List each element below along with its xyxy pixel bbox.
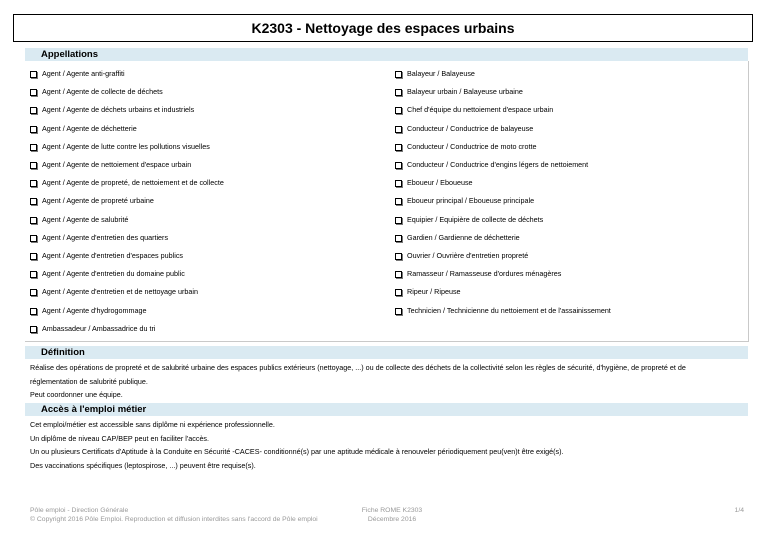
checkbox-icon (30, 71, 37, 78)
appellation-item: Conducteur / Conductrice de balayeuse (407, 123, 534, 133)
appellation-item: Eboueur principal / Eboueuse principale (407, 196, 535, 206)
checkbox-icon (30, 253, 37, 260)
appellation-item: Agent / Agente de propreté, de nettoiement et de collecte (42, 178, 224, 188)
checkbox-icon (30, 107, 37, 114)
checkbox-icon (395, 89, 402, 96)
acces-line: Des vaccinations spécifiques (leptospirose, ...) peuvent être requise(s). (30, 460, 256, 470)
checkbox-icon (395, 308, 402, 315)
acces-line: Un diplôme de niveau CAP/BEP peut en faciliter l'accès. (30, 433, 210, 443)
checkbox-icon (395, 198, 402, 205)
footer-center (340, 506, 444, 524)
appellation-item: Agent / Agente de collecte de déchets (42, 87, 163, 97)
checkbox-icon (395, 107, 402, 114)
checkbox-icon (395, 162, 402, 169)
checkbox-icon (30, 289, 37, 296)
appellation-item: Gardien / Gardienne de déchetterie (407, 232, 520, 242)
appellation-item: Eboueur / Eboueuse (407, 178, 473, 188)
appellation-item: Agent / Agente de propreté urbaine (42, 196, 154, 206)
footer-copyright: © Copyright 2016 Pôle Emploi. Reproduction et diffusion interdites sans l'accord de Pôle emploi (30, 516, 318, 523)
definition-line: Peut coordonner une équipe. (30, 390, 123, 399)
footer-date: Décembre 2016 (367, 516, 417, 523)
footer-org: Pôle emploi - Direction Générale (30, 507, 129, 514)
checkbox-icon (30, 235, 37, 242)
appellation-item: Technicien / Technicienne du nettoiement et de l'assainissement (407, 305, 611, 315)
acces-line: Cet emploi/métier est accessible sans diplôme ni expérience professionnelle. (30, 420, 275, 429)
checkbox-icon (395, 271, 402, 278)
footer-left (30, 506, 318, 524)
definition-line: Réalise des opérations de propreté et de salubrité urbaine des espaces publics extérieurs (nettoyage, ...) ou de collecte des déchets de la collectivité selon les règles de sécurité, d'hygiène, de propreté et de (30, 363, 686, 372)
appellation-item: Agent / Agente d'entretien du domaine public (42, 269, 185, 279)
checkbox-icon (395, 289, 402, 296)
checkbox-icon (30, 308, 37, 315)
acces-text (30, 418, 564, 472)
appellation-item: Agent / Agente d'entretien d'espaces publics (42, 251, 184, 260)
checkbox-icon (30, 144, 37, 151)
checkbox-icon (395, 126, 402, 133)
checkbox-icon (30, 326, 37, 333)
checkbox-icon (395, 217, 402, 224)
checkbox-icon (30, 198, 37, 205)
checkbox-icon (30, 162, 37, 169)
appellation-item: Ripeur / Ripeuse (407, 287, 461, 297)
appellation-item: Conducteur / Conductrice d'engins légers de nettoiement (407, 160, 589, 169)
appellation-item: Agent / Agente de déchets urbains et industriels (42, 105, 195, 115)
appellation-item: Agent / Agente d'entretien et de nettoyage urbain (42, 287, 199, 297)
checkbox-icon (30, 89, 37, 96)
section-definition-heading: Définition (25, 346, 748, 359)
checkbox-icon (395, 253, 402, 260)
acces-line: Un ou plusieurs Certificats d'Aptitude à la Conduite en Sécurité -CACES- conditionné(s) par une aptitude médicale à renouveler périodiquement peu(ven)t être exigé(s). (30, 447, 564, 456)
checkbox-icon (395, 144, 402, 151)
appellation-item: Balayeur / Balayeuse (407, 69, 475, 78)
checkbox-icon (30, 180, 37, 187)
appellation-item: Agent / Agente de nettoiement d'espace urbain (42, 160, 192, 169)
appellation-item: Agent / Agente d'hydrogommage (42, 305, 147, 315)
appellation-item: Ambassadeur / Ambassadrice du tri (42, 323, 156, 333)
appellation-item: Agent / Agente de salubrité (42, 214, 129, 224)
appellation-item: Agent / Agente de déchetterie (42, 123, 137, 133)
appellation-item: Agent / Agente de lutte contre les pollutions visuelles (42, 141, 210, 151)
appellation-item: Balayeur urbain / Balayeuse urbaine (407, 87, 523, 97)
appellation-item: Chef d'équipe du nettoiement d'espace urbain (407, 105, 554, 115)
checkbox-icon (395, 235, 402, 242)
checkbox-icon (30, 217, 37, 224)
section-acces-heading: Accès à l'emploi métier (25, 403, 748, 416)
appellation-item: Equipier / Equipière de collecte de déchets (407, 214, 544, 224)
checkbox-icon (30, 271, 37, 278)
definition-line: réglementation de salubrité publique. (30, 376, 148, 386)
appellation-item: Conducteur / Conductrice de moto crotte (407, 141, 537, 151)
appellation-item: Ramasseur / Ramasseuse d'ordures ménagères (407, 269, 562, 279)
appellation-item: Ouvrier / Ouvrière d'entretien propreté (407, 251, 529, 260)
footer-fiche: Fiche ROME K2303 (361, 507, 423, 514)
checkbox-icon (30, 126, 37, 133)
checkbox-icon (395, 71, 402, 78)
appellation-item: Agent / Agente d'entretien des quartiers (42, 232, 169, 242)
page-title: K2303 - Nettoyage des espaces urbains (13, 14, 753, 42)
definition-text (30, 361, 686, 402)
checkbox-icon (395, 180, 402, 187)
section-appellations-heading: Appellations (25, 48, 748, 61)
appellation-item: Agent / Agente anti-graffiti (42, 69, 125, 78)
page-number: 1/4 (734, 507, 744, 514)
